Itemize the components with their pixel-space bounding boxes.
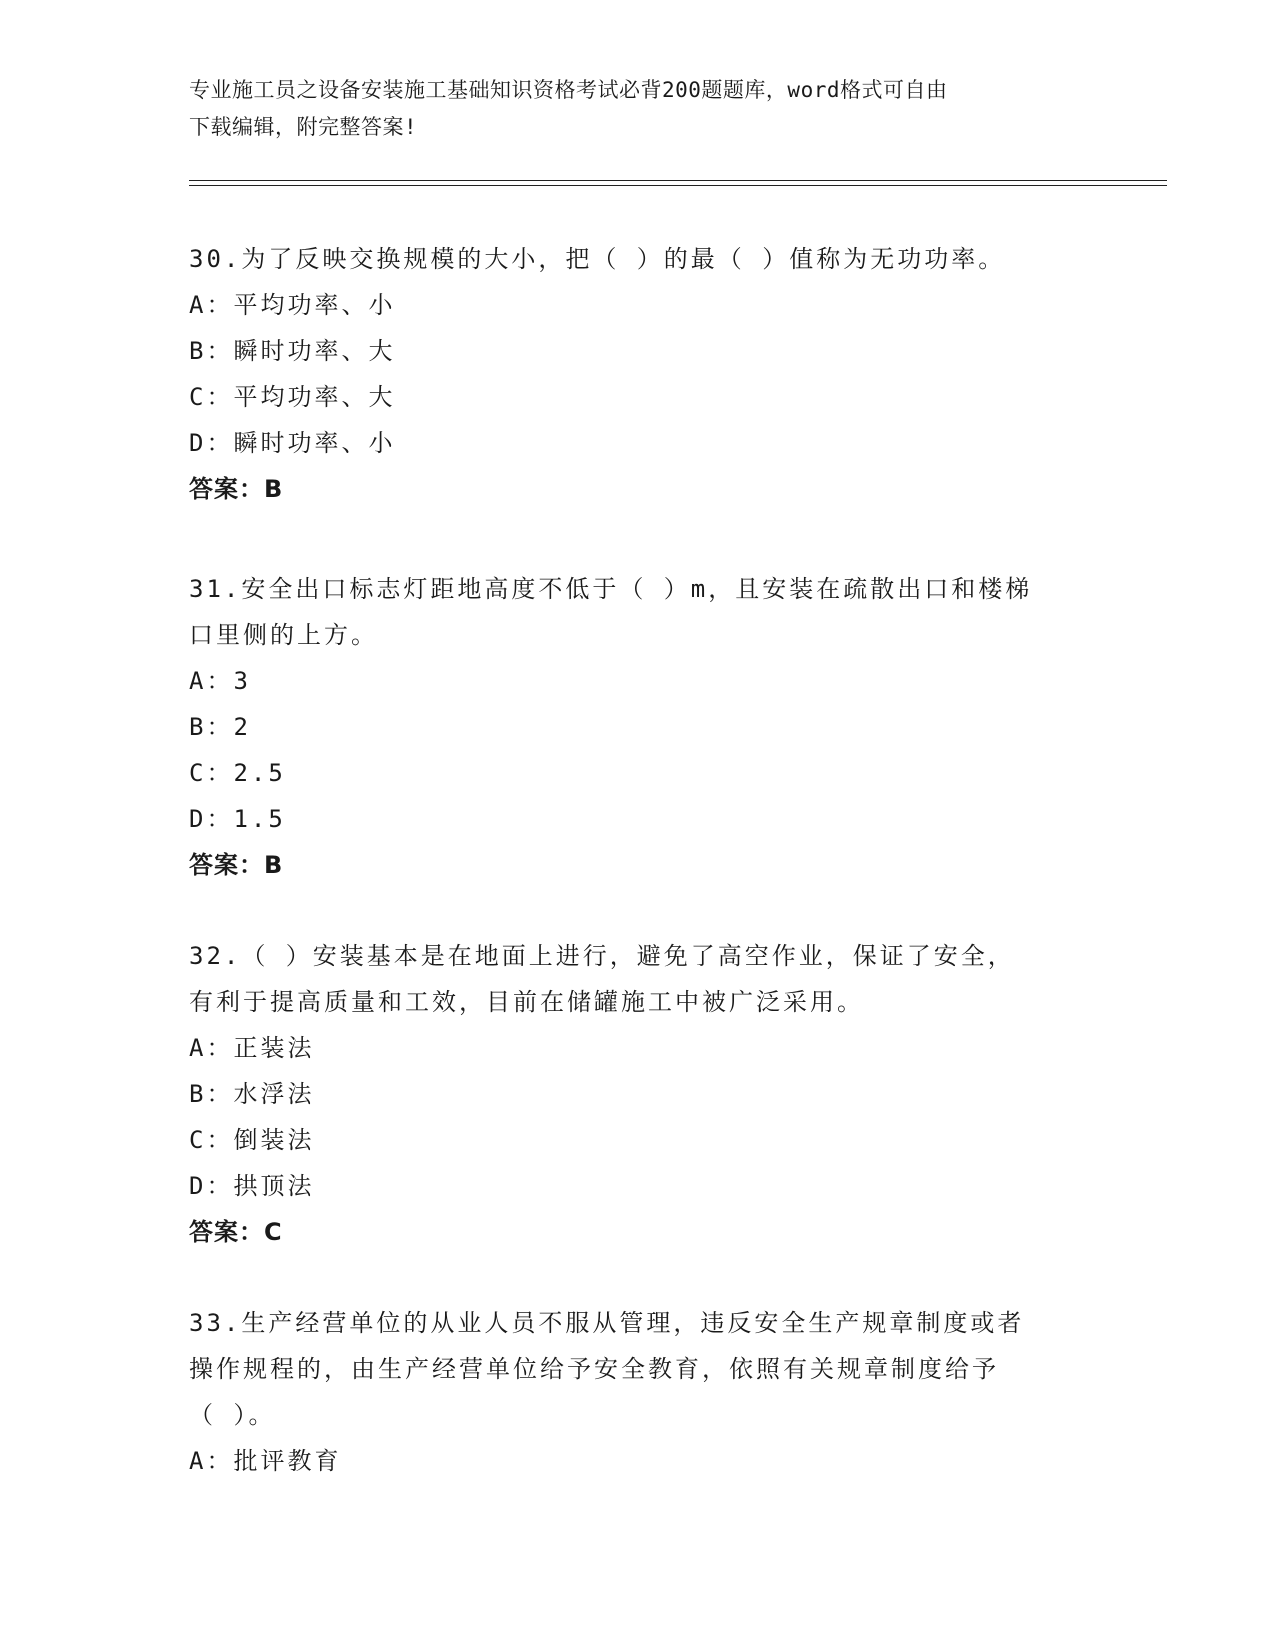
option-b: B：2 [189,713,251,741]
header-divider-bottom [189,185,1167,186]
option-a: A：平均功率、小 [189,291,396,319]
question-stem-line-1: 31.安全出口标志灯距地高度不低于（ ）m，且安装在疏散出口和楼梯 [189,575,1033,603]
option-a: A：批评教育 [189,1447,342,1475]
question-stem: 30.为了反映交换规模的大小，把（ ）的最（ ）值称为无功功率。 [189,245,1006,273]
option-a: A：正装法 [189,1034,315,1062]
question-30 [189,236,1089,512]
option-d: D：瞬时功率、小 [189,429,396,457]
document-header [189,72,1089,146]
question-stem-line-2: 操作规程的，由生产经营单位给予安全教育，依照有关规章制度给予 [189,1355,999,1383]
answer: 答案：B [189,475,284,503]
option-d: D：拱顶法 [189,1172,315,1200]
option-a: A：3 [189,667,251,695]
question-stem-line-2: 有利于提高质量和工效，目前在储罐施工中被广泛采用。 [189,988,864,1016]
option-d: D：1.5 [189,805,286,833]
option-b: B：水浮法 [189,1080,315,1108]
answer: 答案：B [189,851,284,879]
question-stem-line-3: （ ）。 [189,1401,276,1429]
question-stem-line-2: 口里侧的上方。 [189,621,378,649]
option-c: C：倒装法 [189,1126,315,1154]
answer: 答案：C [189,1218,283,1246]
question-32 [189,933,1089,1255]
option-c: C：平均功率、大 [189,383,396,411]
option-b: B：瞬时功率、大 [189,337,396,365]
option-c: C：2.5 [189,759,286,787]
question-31 [189,566,1089,888]
header-divider-top [189,180,1167,181]
header-line-1: 专业施工员之设备安装施工基础知识资格考试必背200题题库，word格式可自由 [189,78,948,102]
question-stem-line-1: 33.生产经营单位的从业人员不服从管理，违反安全生产规章制度或者 [189,1309,1025,1337]
question-stem-line-1: 32.（ ）安装基本是在地面上进行，避免了高空作业，保证了安全， [189,942,1015,970]
header-line-2: 下载编辑，附完整答案! [189,115,418,139]
question-33 [189,1300,1089,1484]
